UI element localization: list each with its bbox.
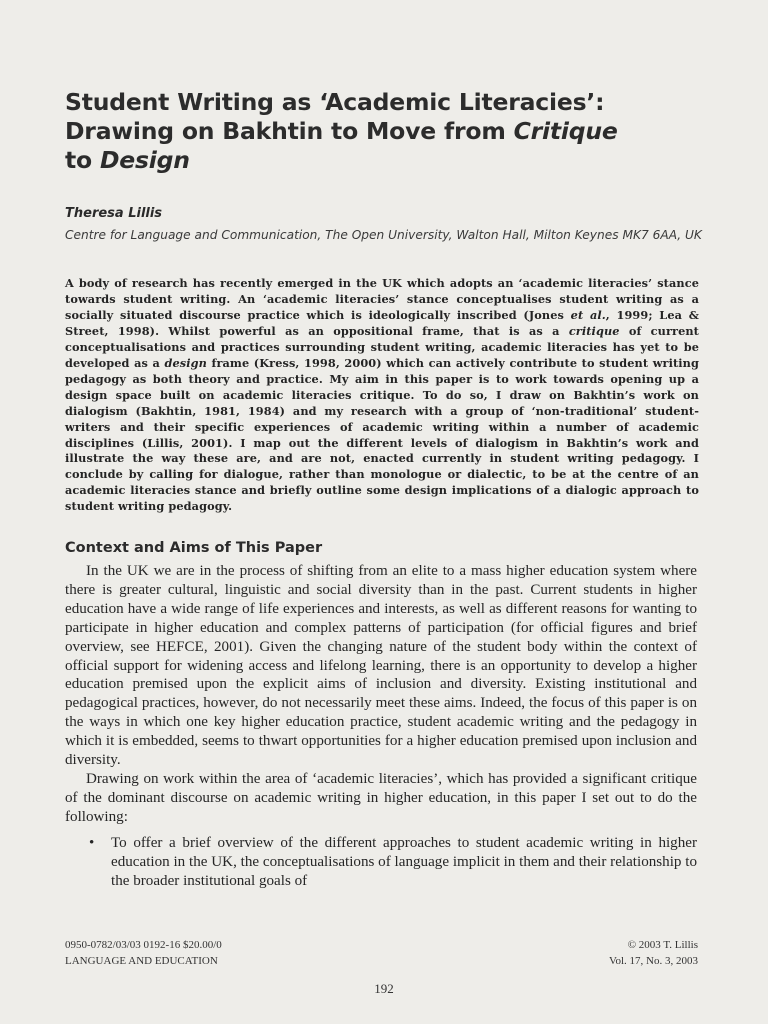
title-design: Design [99, 146, 190, 174]
volume-info: Vol. 17, No. 3, 2003 [608, 955, 698, 967]
footer-right [609, 937, 698, 969]
author-affiliation: Centre for Language and Communication, The Open University, Walton Hall, Milton Keynes MK7 6AA, UK [65, 228, 702, 242]
body-paragraph: In the UK we are in the process of shifting from an elite to a mass higher education system where there is greater cultural, linguistic and social diversity than in the past. Current students in higher education have a wide range of life experiences and interests, as well as different reasons for wanting to participate in higher education and complex patterns of participation (for official figures and brief overview, see HEFCE, 2001). Given the changing nature of the student body within the context of official support for widening access and lifelong learning, there is an opportunity to develop a higher education premised upon the explicit aims of inclusion and diversity. Existing institutional and pedagogical practices, however, do not necessarily meet these aims. Indeed, the focus of this paper is on the ways in which one key higher education practice, student academic writing and the pedagogy in which it is embedded, seems to thwart opportunities for a higher education premised upon inclusion and diversity. [65, 563, 697, 769]
copyright: © 2003 T. Lillis [627, 939, 698, 951]
abstract: A body of research has recently emerged in the UK which adopts an ‘academic literacies’ stance towards student writing. An ‘academic literacies’ stance conceptualises student writing as a socially situated discourse practice which is ideologically inscribed (Jones et al., 1999; Lea & Street, 1998). Whilst powerful as an oppositional frame, that is as a critique of current conceptualisations and practices surrounding student writing, academic literacies has yet to be developed as a design frame (Kress, 1998, 2000) which can actively contribute to student writing pedagogy as both theory and practice. My aim in this paper is to work towards opening up a design space built on academic literacies critique. To do so, I draw on Bakhtin’s work on dialogism (Bakhtin, 1981, 1984) and my research with a group of ‘non-traditional’ student-writers and their specific experiences of academic writing within a number of academic disciplines (Lillis, 2001). I map out the different levels of dialogism in Bakhtin’s work and illustrate the way these are, and are not, enacted currently in student writing pedagogy. I conclude by calling for dialogue, rather than monologue or dialectic, to be at the centre of an academic literacies stance and briefly outline some design implications of a dialogic approach to student writing pedagogy. [65, 276, 700, 514]
article-title [65, 88, 715, 175]
title-line-1: Student Writing as ‘Academic Literacies’: [65, 88, 605, 116]
body-paragraph: Drawing on work within the area of ‘academic literacies’, which has provided a significant critique of the dominant discourse on academic writing in higher education, in this paper I set out to do the following: [65, 770, 697, 825]
title-line-2: Drawing on Bakhtin to Move from [65, 117, 514, 145]
bullet-text: To offer a brief overview of the different approaches to student academic writing in higher education in the UK, the conceptualisations of language implicit in them and their relationship to the broader institutional goals of [111, 834, 697, 889]
bullet-item [65, 834, 697, 891]
journal-name: LANGUAGE AND EDUCATION [65, 955, 218, 967]
author-name: Theresa Lillis [65, 206, 163, 221]
issn-code: 0950-0782/03/03 0192-16 $20.00/0 [65, 939, 222, 951]
title-critique: Critique [513, 117, 618, 145]
footer-left [65, 937, 222, 969]
title-line-3: to [65, 146, 100, 174]
body-text [65, 562, 697, 890]
section-heading: Context and Aims of This Paper [65, 540, 323, 556]
page-number: 192 [374, 981, 394, 996]
bullet-mark: • [89, 834, 95, 851]
